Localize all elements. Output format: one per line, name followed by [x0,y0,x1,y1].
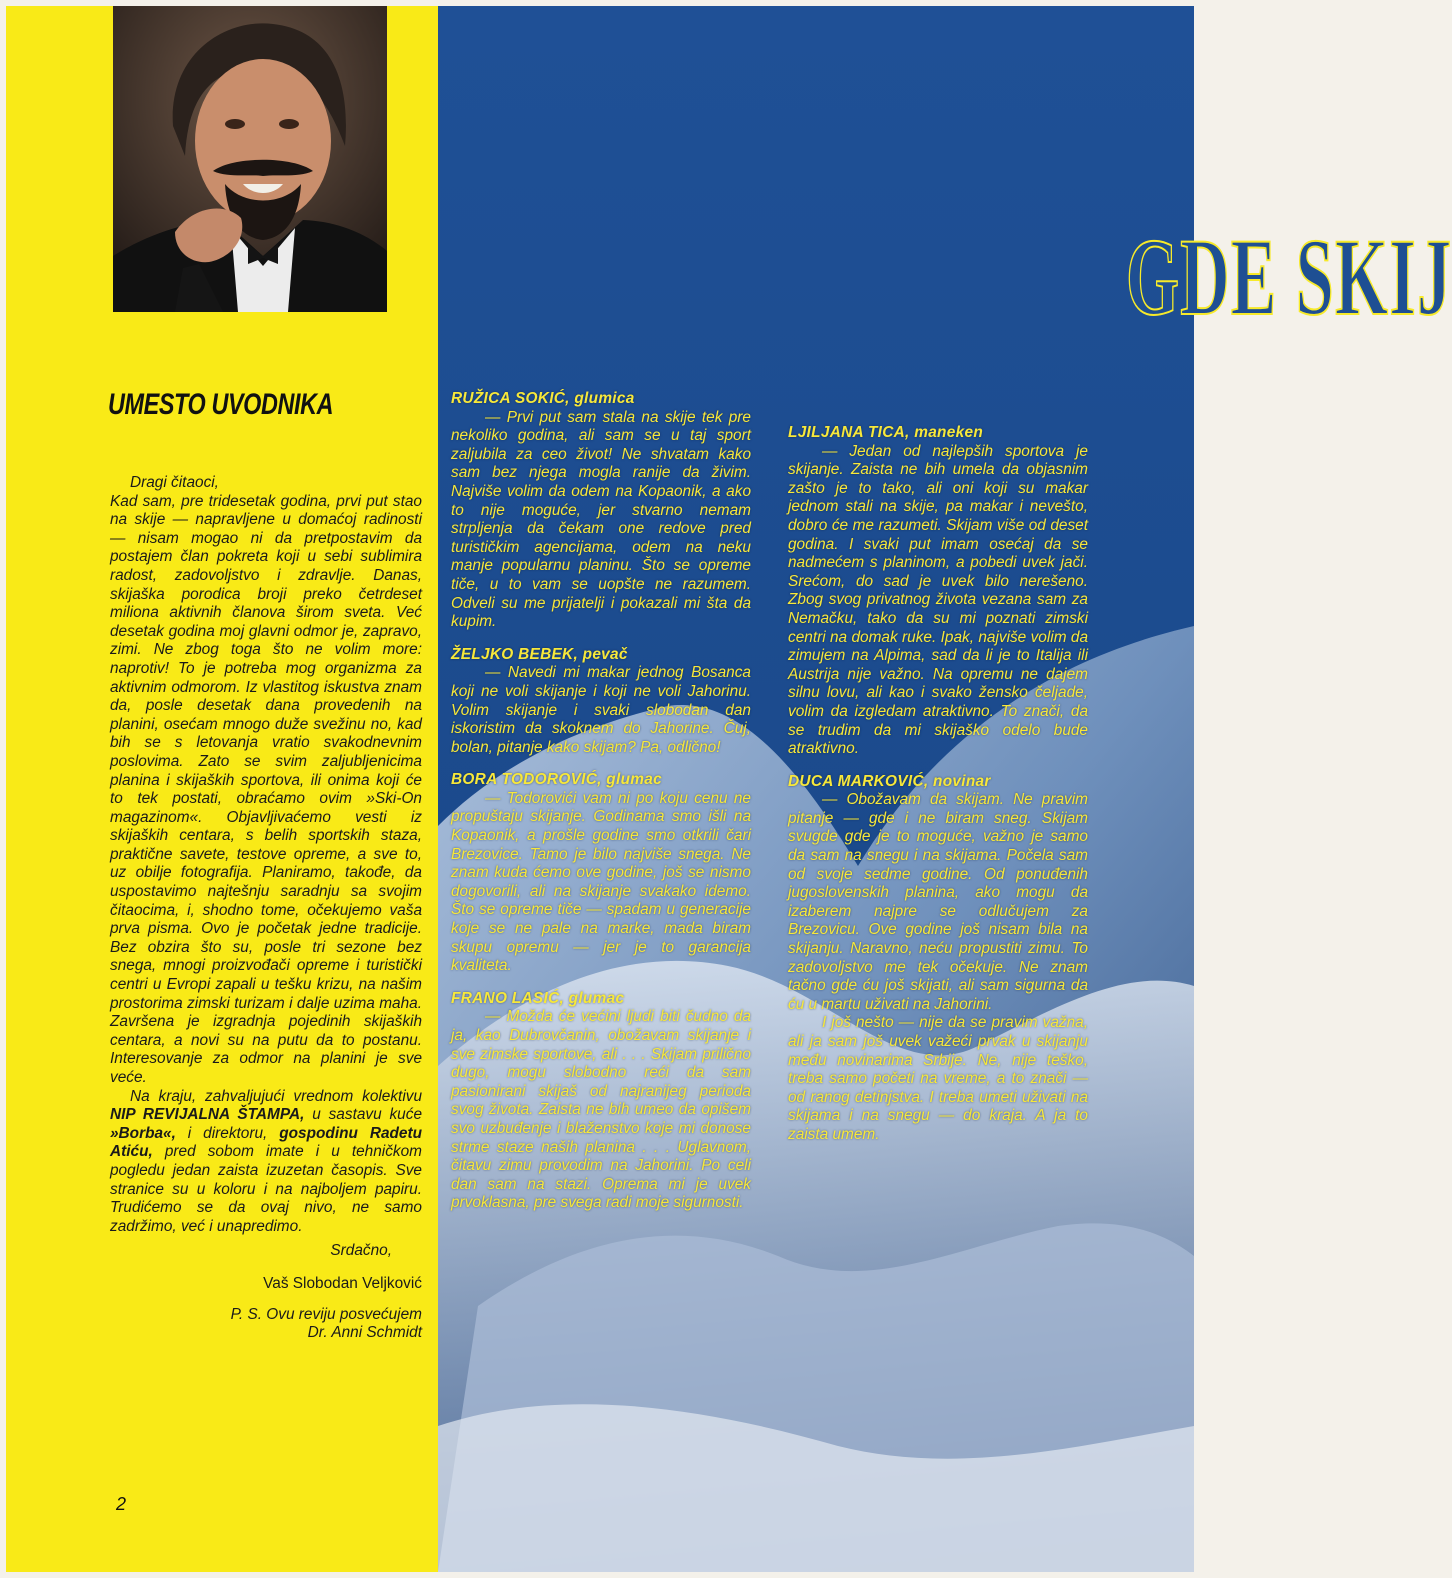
editorial-text [110,474,422,1343]
editor-portrait [113,6,387,312]
interview-entry [451,990,751,1213]
interview-entry [451,390,751,632]
interviewee-name: BORA TODOROVIĆ, glumac [451,771,662,789]
editorial-headline: UMESTO UVODNIKA [108,388,334,421]
interview-entry [788,773,1088,1145]
interview-quote-continued: I još nešto — nije da se pravim važna, ali ja sam još uvek važeći prvak u skijanju među novinarima Srbije. Ne, nije teško, treba samo početi na vreme, a to znači — od ranog detinjstva. I treba umeti uživati na skijama i na snegu — do kraja. A ja to zaista umem. [788,1014,1088,1143]
editorial-panel [6,6,438,1572]
interview-entry [451,646,751,758]
interview-quote: — Todorovići vam ni po koju cenu ne propuštaju skijanje. Godinama smo išli na Kopaonik, a prošle godine smo otkrili čari Brezovice. Tamo je bilo najviše snega. Ne znam kuda ćemo ove godine, još se nismo dogovorili, ali na skijanje svakako idemo. Što se opreme tiče — spadam u generacije koje se ne pale na marke, mada biram skupu opremu — jer je to garancija kvaliteta. [451,789,751,975]
editorial-closing: Na kraju, zahvaljujući vrednom kolektivu NIP REVIJALNA ŠTAMPA, u sastavu kuće »Borba«, i direktoru, gospodinu Radetu Atiću, pred sobom imate i u tehničkom pogledu jedan zaista izuzetan časopis. Sve stranice su u koloru i na najboljem papiru. Trudićemo se da ovaj nivo, ne samo zadržimo, već i unapredimo. [110,1087,422,1235]
page-number: 2 [116,1494,127,1514]
interviewee-name: DUCA MARKOVIĆ, novinar [788,772,991,790]
interviewee-name: FRANO LASIĆ, glumac [451,989,625,1007]
interview-entry [451,771,751,976]
feature-column-2 [788,424,1088,1159]
feature-column-1 [451,390,751,1227]
interview-quote: — Jedan od najlepših sportova je skijanje. Zaista ne bih umela da objasnim zašto je to tako, ali oni koji su makar jednom stali na skije, pa makar i nevešto, dobro će me razumeti. Skijam više od deset godina. I svaki put imam osećaj da se nadmećem s planinom, a pobedi uvek jači. Srećom, do sad je uvek bilo nerešeno. Zbog svog privatnog života vezana sam za Nemačku, tako da su mi poznati zimski centri na domak ruke. Ipak, najviše volim da zimujem na Alpima, sad da li je to Italija ili Austrija nije važno. Na opremu ne dajem silnu lovu, ali kao i svako žensko čeljade, volim da izgledam atraktivno. To znači, da se trudim da mi skijaško odelo bude atraktivno. [788,442,1088,758]
editorial-body: Kad sam, pre tridesetak godina, prvi put stao na skije — napravljene u domaćoj radinosti — nisam mogao ni da pretpostavim da postajem član pokreta koji u sebi sublimira radost, zadovoljstvo i zdravlje. Danas, skijaška porodica broji preko četrdeset miliona aktivnih članova širom sveta. Već desetak godina moj glavni odmor je, zapravo, zimi. Ne zbog toga što ne volim more: naprotiv! To je potreba mog organizma za aktivnim odmorom. Iz vlastitog iskustva znam da, posle desetak dana provedenih na planini, osećam mnogo duže svežinu no, kad bih se s letovanja vratio svakodnevnim poslovima. Zato se svim zaljubljenicima planina i skijaških sportova, ili onima koji će to tek postati, obraćamo ovim »Ski-On magazinom«. Objavljivaćemo vesti iz skijaških centara, s belih sportskih staza, praktične savete, testove opreme, a sve to, uz obilje fotografija. Planiramo, takođe, da uspostavimo najtešnju saradnju sa svojim čitaocima, i, shodno tome, očekujemo vaša prva pisma. Ovo je početak jedne tradicije. Bez obzira što su, posle tri sezone bez snega, mnogi proizvođači opreme i turistički centri u Evropi zapali u tešku krizu, na našim prostorima zimski turizam i dalje uzima maha. Završena je izgradnja pojedinih skijaških centara, a novi su na putu da to postanu. Interesovanje za odmor na planini je sve veće. [110,492,422,1086]
interviewee-name: ŽELJKO BEBEK, pevač [451,645,628,663]
editorial-salutation: Dragi čitaoci, [130,474,219,491]
interviewee-name: RUŽICA SOKIĆ, glumica [451,390,635,407]
magazine-page [6,6,1452,1572]
interview-quote: — Navedi mi makar jednog Bosanca koji ne voli skijanje i koji ne voli Jahorinu. Volim skijanje i svaki slobodan dan iskoristim da skoknem do Jahorine. Čuj, bolan, pitanje kako skijam? Pa, odlično! [451,664,751,756]
interview-quote: — Obožavam da skijam. Ne pravim pitanje — gde i ne biram sneg. Skijam svugde gde je to moguće, važno je samo da sam na snegu i na skijama. Počela sam od svoje sedme godine. Od ponuđenih jugoslovenskih planina, ako mogu da izaberem najpre se odlučujem za Brezovicu. Ove godine još nisam bila na skijanju. Naravno, neću propustiti zimu. To zadovoljstvo me tek očekuje. Ne znam tačno gde ću još skijati, ali sam sigurna da ću u martu uživati na Jahorini. [788,791,1088,1013]
feature-title: GDE SKIJ [1126,216,1452,338]
interview-quote: — Prvi put sam stala na skije tek pre nekoliko godina, ali sam se u taj sport zaljubila za ceo život! Ne shvatam kako sam bez njega mogla ranije da živim. Najviše volim da odem na Kopaonik, a ako to nije moguće, jer stvarno nemam strpljenja da čekam one redove pred turističkim agencijama, odem na neku manje popularnu planinu. Što se opreme tiče, u to vam se uopšte ne razumem. Odveli su me prijatelji i pokazali mi šta da kupim. [451,408,751,631]
editorial-ps-line-1: P. S. Ovu reviju posvećujem [230,1305,422,1323]
editorial-signature: Vaš Slobodan Veljković [263,1274,422,1292]
interview-entry [788,424,1088,759]
interviewee-name: LJILJANA TICA, maneken [788,424,984,441]
editorial-regards: Srdačno, [330,1242,392,1260]
interview-quote: — Možda će većini ljudi biti čudno da ja, kao Dubrovčanin, obožavam skijanje i sve zimske sportove, ali . . . Skijam prilično dugo, mogu slobodno reći da sam pasionirani skijaš od najranijeg perioda svog života. Zaista ne bih umeo da opišem svo uzbuđenje i blaženstvo koje mi donose strme staze naših planina . . . Uglavnom, čitavu zimu provodim na Jahorini. Po celi dan sam na stazi. Oprema mi je uvek prvoklasna, pre svega radi moje sigurnosti. [451,1008,751,1212]
editorial-ps-line-2: Dr. Anni Schmidt [307,1324,422,1342]
